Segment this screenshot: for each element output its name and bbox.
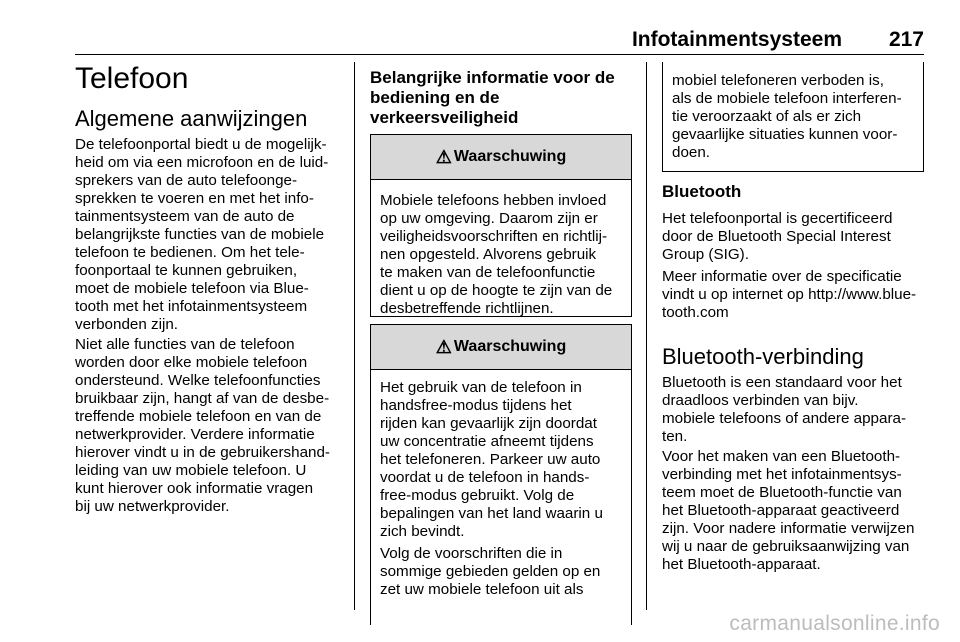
warning-label: Waarschuwing [453, 338, 567, 355]
paragraph: Niet alle functies van de telefoon worden door elke mobiele telefoon ondersteund. Welke telefoonfuncties bruikbaar zijn, hangt af van de desbe- treffende mobiele telefoon en van de netwerkprovider. Verdere informatie hierover vindt u in de gebruikershand- leiding van uw mobiele telefoon. U kunt hierover ook informatie vragen bij uw netwerkprovider. [75, 336, 330, 515]
warning-text: mobiel telefoneren verboden is, als de mobiele telefoon interferen- tie veroorzaakt of als er zich gevaarlijke situaties kunnen voor- doen. [672, 72, 902, 161]
paragraph: Voor het maken van een Bluetooth- verbinding met het infotainmentsys- teem moet de Bluetooth-functie van het Bluetooth-apparaat geactiveerd zijn. Voor nadere informatie verwijzen wij u naar de gebruiksaanwijzing van het Bluetooth-apparaat. [662, 448, 915, 573]
warning-header [371, 325, 631, 370]
page-header [0, 28, 924, 52]
warning-box [370, 324, 632, 625]
section-heading: Bluetooth [662, 182, 742, 201]
warning-box-continued [662, 62, 924, 172]
warning-text: Het gebruik van de telefoon in handsfree-modus tijdens het rijden kan gevaarlijk zijn doordat uw concentratie afneemt tijdens het telefoneren. Parkeer uw auto voordat u de telefoon in hands- free-modus gebruikt. Volg de bepalingen van het land waarin u zich bevindt. [380, 379, 603, 540]
paragraph: De telefoonportal biedt u de mogelijk- heid om via een microfoon en de luid- sprekers van de auto telefoonge- sprekken te voeren en met het info- tainmentsysteem van de auto de belangrijkste functies van de mobiele telefoon te bedienen. Om het tele- foonportaal te kunnen gebruiken, moet de mobiele telefoon via Blue- tooth met het infotainmentsysteem verbonden zijn. [75, 136, 329, 333]
section-heading: Algemene aanwijzingen [75, 106, 308, 131]
paragraph: Meer informatie over de specificatie vindt u op internet op http://www.blue- tooth.com [662, 268, 917, 321]
section-heading: Belangrijke informatie voor de bediening en de verkeersveiligheid [370, 68, 615, 127]
chapter-title: Telefoon [75, 62, 189, 95]
warning-icon: ⚠ [435, 146, 452, 167]
warning-icon: ⚠ [435, 336, 452, 357]
paragraph: Het telefoonportal is gecertificeerd door de Bluetooth Special Interest Group (SIG). [662, 210, 893, 263]
column-divider-right [646, 62, 647, 610]
section-heading: Bluetooth-verbinding [662, 344, 864, 369]
section-title: Infotainmentsysteem [631, 28, 842, 51]
warning-box [370, 134, 632, 317]
page-number: 217 [888, 28, 924, 51]
watermark: carmanualsonline.info [729, 612, 940, 635]
warning-text: Volg de voorschriften die in sommige gebieden gelden op en zet uw mobiele telefoon uit als [380, 545, 601, 598]
warning-header [371, 135, 631, 180]
warning-label: Waarschuwing [453, 148, 567, 165]
paragraph: Bluetooth is een standaard voor het draadloos verbinden van bijv. mobiele telefoons of andere appara- ten. [662, 374, 907, 445]
header-rule [75, 54, 924, 55]
column-divider-left [354, 62, 355, 610]
warning-text: Mobiele telefoons hebben invloed op uw omgeving. Daarom zijn er veiligheidsvoorschriften en richtlij- nen opgesteld. Alvorens gebruik te maken van de telefoonfunctie dient u op de hoogte te zijn van de desbetreffende richtlijnen. [380, 192, 613, 317]
